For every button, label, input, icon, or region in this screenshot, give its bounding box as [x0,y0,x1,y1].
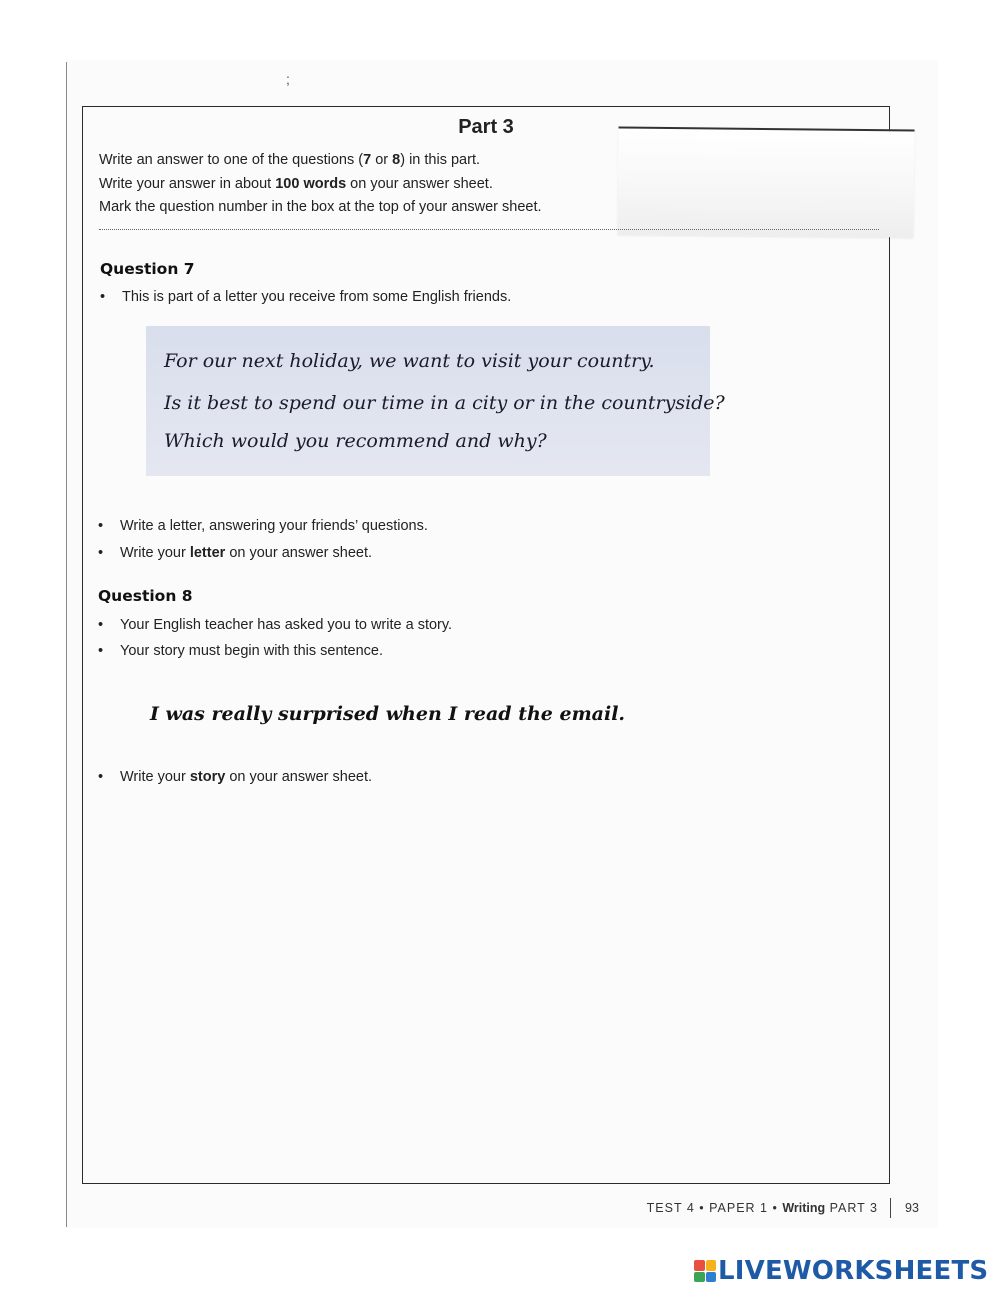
instruction-text: or [371,152,393,168]
instruction-line-3: Mark the question number in the box at the top of your answer sheet. [99,199,542,215]
bullet-text: Write your [120,545,190,561]
bullet-text: on your answer sheet. [225,769,373,785]
page-number: 93 [905,1201,919,1215]
question-8-task-2 [98,643,383,659]
footer-text: PART 3 [825,1201,878,1215]
instruction-text: on your answer sheet. [346,176,493,192]
bullet-icon: • [98,617,104,633]
part-title-text: Part 3 [458,116,514,138]
bullet-text: This is part of a letter you receive from some English friends. [122,289,512,305]
instruction-text: Write your answer in about [99,176,276,192]
footer-divider [890,1198,891,1218]
bullet-bold: letter [189,545,226,561]
letter-line-2: Is it best to spend our time in a city or in the countryside? [164,392,725,414]
bullet-icon: • [98,545,104,561]
question-7-task-1 [98,518,428,534]
bullet-text: Your English teacher has asked you to write a story. [120,617,453,633]
logo-square [706,1260,717,1271]
bullet-text: Your story must begin with this sentence. [120,643,384,659]
instruction-bold: 100 words [275,176,347,192]
bullet-icon: • [100,289,106,305]
torn-paper-overlay [617,126,914,237]
letter-line-3: Which would you recommend and why? [164,430,547,452]
liveworksheets-logo-icon [694,1260,716,1282]
logo-square [694,1272,705,1283]
instruction-bold: 8 [392,152,401,168]
instruction-line-1 [99,152,480,168]
question-8-task-3 [98,769,372,785]
page-footer [647,1201,878,1215]
scan-mark: ; [286,71,290,87]
page-edge-rule [66,62,67,1227]
instruction-text: Write an answer to one of the questions ( [99,152,364,168]
question-7-intro [100,289,511,305]
letter-line-1: For our next holiday, we want to visit your country. [164,350,655,372]
question-8-heading: Question 8 [98,587,193,605]
question-7-heading: Question 7 [100,260,195,278]
bullet-icon: • [98,643,104,659]
question-8-task-1 [98,617,452,633]
bullet-text: Write a letter, answering your friends’ questions. [120,518,428,534]
instruction-line-2 [99,176,493,192]
footer-bold: Writing [782,1201,826,1215]
bullet-icon: • [98,518,104,534]
bullet-text: on your answer sheet. [225,545,373,561]
bullet-text: Write your [120,769,190,785]
dotted-divider [99,229,879,230]
bullet-bold: story [189,769,226,785]
logo-square [706,1272,717,1283]
footer-text: TEST 4 • PAPER 1 • [646,1201,783,1215]
logo-square [694,1260,705,1271]
liveworksheets-logo [694,1256,988,1286]
bullet-icon: • [98,769,104,785]
instruction-bold: 7 [363,152,372,168]
story-opening-sentence: I was really surprised when I read the email. [150,703,626,725]
question-7-task-2 [98,545,372,561]
instruction-text: ) in this part. [400,152,480,168]
liveworksheets-logo-text: LIVEWORKSHEETS [718,1256,989,1286]
